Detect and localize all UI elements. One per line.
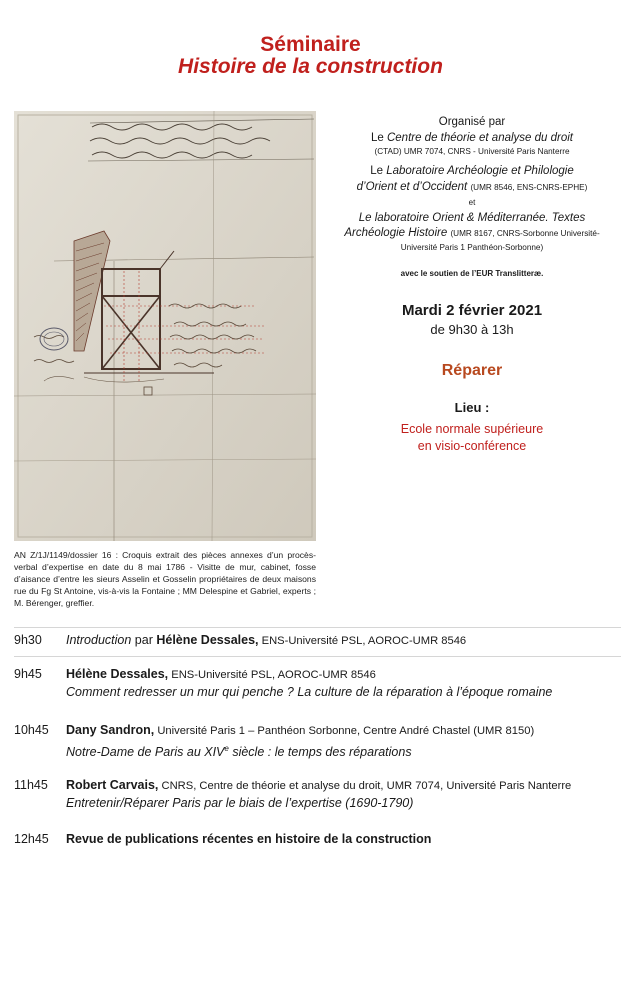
organizer-2-prefix: Le (370, 165, 387, 177)
program-talk: Entretenir/Réparer Paris par le biais de l’expertise (1690-1790) (66, 796, 414, 810)
program-time: 9h45 (14, 667, 42, 681)
program-title: Revue de publications récentes en histoire de la construction (66, 832, 432, 846)
program-time: 12h45 (14, 832, 49, 846)
support-note: avec le soutien de l’EUR Translitteræ. (400, 268, 544, 278)
program-affiliation: Université Paris 1 – Panthéon Sorbonne, Centre André Chastel (UMR 8150) (154, 725, 535, 737)
seminar-subtitle: Histoire de la construction (178, 55, 443, 78)
organizer-3-detail-line1: (UMR 8167, CNRS-Sorbonne Université- (450, 229, 600, 238)
organizer-1-name: Centre de théorie et analyse du droit (386, 131, 574, 144)
image-caption: AN Z/1J/1149/dossier 16 : Croquis extrait des pièces annexes d’un procès-verbal d’expertise en date du 8 mai 1786 - Visitte de mur, cabinet, fosse d’aisance d’entre les sieurs Asselin et Gosselin propriétaires de deux maisons rue du Fg St Antoine, vis-à-vis la Fontaine ; MM Delespine et Gabriel, experts ; M. Bérenger, greffier. (14, 550, 316, 608)
program-body (66, 777, 621, 812)
organizer-1-detail: (CTAD) UMR 7074, CNRS - Université Paris Nanterre (374, 147, 570, 156)
program-speaker: Hélène Dessales, (156, 633, 259, 647)
program-talk: Comment redresser un mur qui penche ? La culture de la réparation à l’époque romaine (66, 685, 553, 699)
seminar-title: Séminaire (260, 33, 361, 56)
program-body (66, 722, 621, 761)
program-talk-part: siècle : le temps des réparations (228, 745, 412, 760)
program-talk (66, 740, 621, 761)
organizer-3-name-line2: Archéologie Histoire (344, 227, 448, 239)
page-header (0, 34, 621, 78)
organized-by-label: Organisé par (438, 116, 506, 128)
program-talk-part: Notre-Dame de Paris au XIV (66, 745, 225, 760)
venue-line-1: Ecole normale supérieure (400, 422, 544, 436)
program-item (14, 627, 621, 657)
program-body (66, 666, 621, 701)
organizer-2-detail: (UMR 8546, ENS-CNRS-EPHE) (470, 182, 588, 192)
program-speaker: Robert Carvais, (66, 778, 159, 792)
historical-drawing-icon (14, 111, 316, 541)
organizer-2-name-line2: d’Orient et d’Occident (356, 180, 468, 193)
program-talk: Introduction (66, 633, 132, 647)
program-affiliation: ENS-Université PSL, AOROC-UMR 8546 (258, 635, 467, 647)
program-affiliation: ENS-Université PSL, AOROC-UMR 8546 (168, 669, 376, 681)
organizer-3-detail-line2: Université Paris 1 Panthéon-Sorbonne) (400, 242, 544, 252)
organizer-2-line1 (322, 164, 621, 180)
program-time: 10h45 (14, 723, 49, 737)
manuscript-image (14, 111, 316, 541)
program-affiliation: CNRS, Centre de théorie et analyse du droit, UMR 7074, Université Paris Nanterre (158, 780, 572, 792)
program-by: par (131, 633, 157, 647)
organizer-1-prefix: Le (370, 131, 387, 144)
organizer-3-line2 (322, 226, 621, 242)
and-conjunction: et (468, 198, 476, 207)
program-time: 9h30 (14, 633, 42, 647)
event-theme: Réparer (441, 362, 503, 379)
organizer-3-name-line1: Le laboratoire Orient & Méditerranée. Textes (358, 211, 586, 224)
program-speaker: Dany Sandron, (66, 723, 155, 737)
program-speaker: Hélène Dessales, (66, 667, 169, 681)
organizer-2-name-line1: Laboratoire Archéologie et Philologie (386, 165, 574, 177)
venue-line-2: en visio-conférence (417, 438, 527, 453)
program-time: 11h45 (14, 778, 48, 792)
organizer-1 (322, 131, 621, 147)
program-body (66, 632, 621, 650)
organizer-2-line2 (322, 180, 621, 196)
event-date: Mardi 2 février 2021 (401, 302, 543, 319)
place-label: Lieu : (454, 400, 490, 415)
organizers-block (322, 115, 621, 454)
program-talk-superscript: e (224, 744, 229, 753)
program-body (66, 831, 621, 848)
event-time: de 9h30 à 13h (430, 322, 514, 337)
